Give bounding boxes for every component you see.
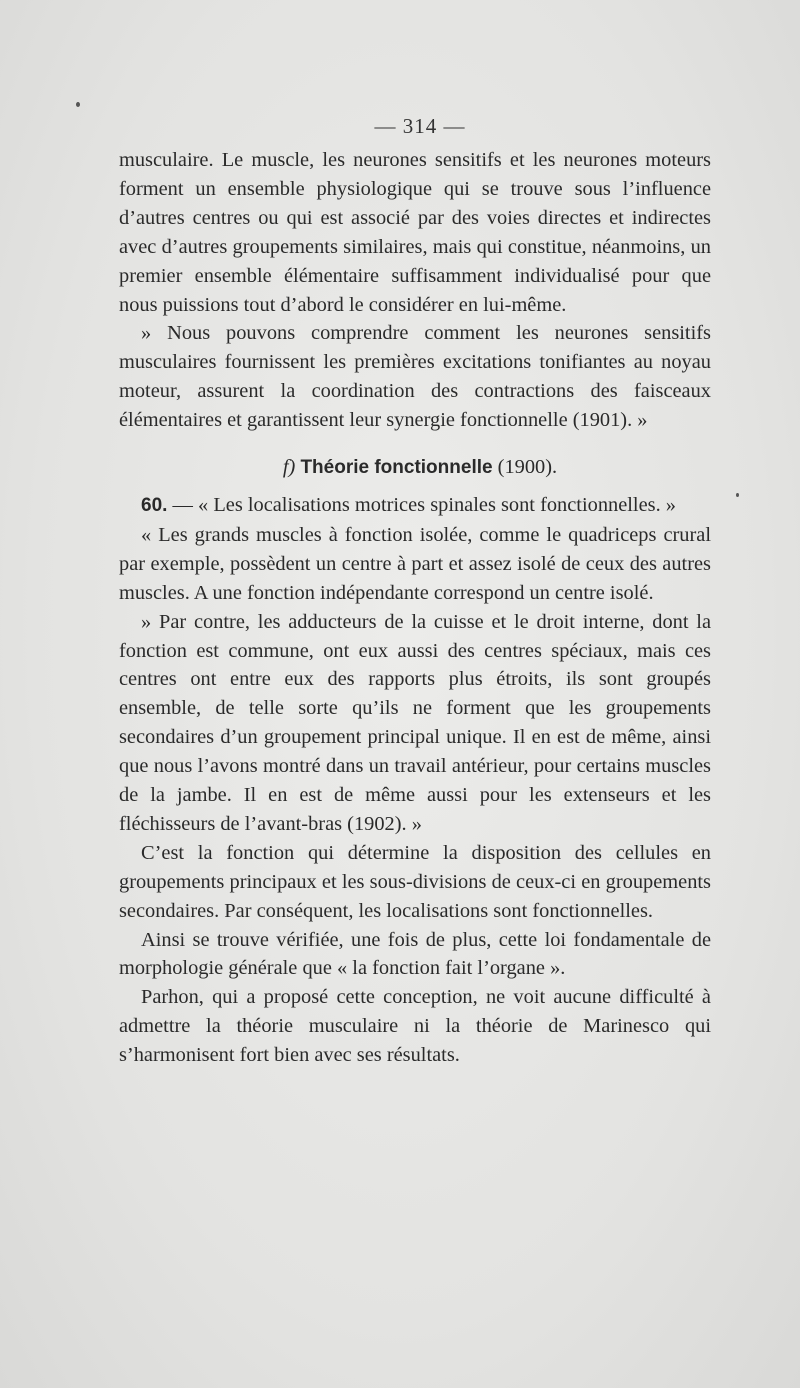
- paragraph-number: 60.: [141, 494, 168, 516]
- section-year: (1900).: [497, 456, 558, 479]
- paragraph: » Nous pouvons comprendre comment les neurones sensitifs musculaires fournissent les premières excitations tonifiantes au noyau moteur, assurent la coordination des contractions des faisceaux élémentaires et garantissent leur synergie fonctionnelle (1901). »: [119, 322, 711, 432]
- paragraph: C’est la fonction qui détermine la disposition des cellules en groupements principaux et les sous-divisions de ceux-ci en groupements secondaires. Par conséquent, les localisations sont fonctionnelles.: [119, 841, 711, 922]
- ink-speck: [76, 102, 80, 107]
- section-title: Théorie fonctionnelle: [300, 457, 493, 479]
- paragraph: Parhon, qui a proposé cette conception, ne voit aucune difficulté à admettre la théorie musculaire ni la théorie de Marinesco qui s’harmonisent fort bien avec ses résultats.: [119, 986, 711, 1067]
- page-number: — 314 —: [374, 114, 466, 138]
- ink-speck: [736, 493, 739, 497]
- section-letter: f): [282, 456, 296, 479]
- paragraph: musculaire. Le muscle, les neurones sensitifs et les neurones moteurs forment un ensemble physiologique qui se trouve sous l’influence d’autres centres ou qui est associé par des voies directes et indirectes avec d’autres groupements similaires, mais qui constitue, néanmoins, un premier ensemble élémentaire suffisamment individualisé pour que nous puissions tout d’abord le considérer en lui-même.: [119, 149, 711, 316]
- section-heading: [119, 453, 711, 483]
- body-text: [119, 146, 711, 1070]
- paragraph-60-text: — « Les localisations motrices spinales sont fonctionnelles. »: [172, 493, 676, 516]
- paragraph: Ainsi se trouve vérifiée, une fois de plus, cette loi fondamentale de morphologie générale que « la fonction fait l’organe ».: [119, 928, 711, 980]
- paragraph: » Par contre, les adducteurs de la cuisse et le droit interne, dont la fonction est commune, ont eux aussi des centres spéciaux, mais ces centres ont entre eux des rapports plus étroits, ils sont groupés ensemble, de telle sorte qu’ils ne forment que les groupements secondaires d’un groupement principal unique. Il en est de même, ainsi que nous l’avons montré dans un travail antérieur, pour certains muscles de la jambe. Il en est de même aussi pour les extenseurs et les fléchisseurs de l’avant-bras (1902). »: [119, 610, 711, 835]
- paragraph-60: [119, 491, 711, 521]
- paragraph: « Les grands muscles à fonction isolée, comme le quadriceps crural par exemple, possèdent un centre à part et assez isolé de ceux des autres muscles. A une fonction indépendante correspond un centre isolé.: [119, 523, 711, 604]
